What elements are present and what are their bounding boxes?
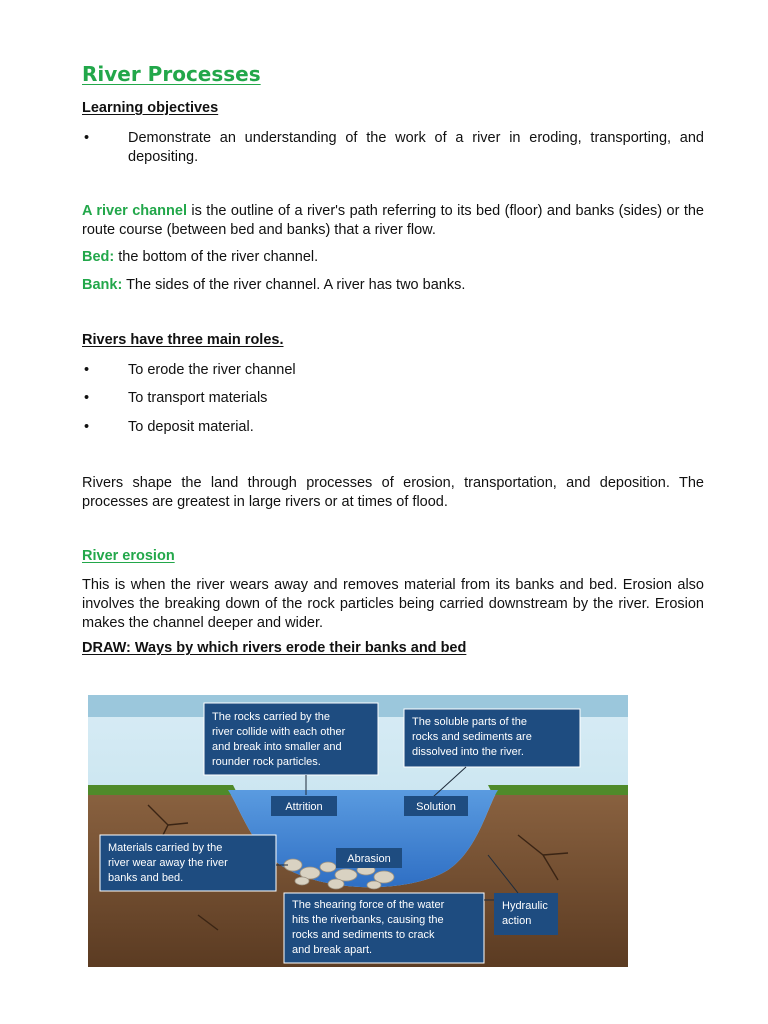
solution-desc-box bbox=[404, 709, 580, 767]
solution-desc-line: dissolved into the river. bbox=[412, 746, 524, 758]
attrition-desc-line: rounder rock particles. bbox=[212, 756, 321, 768]
hydraulic-desc-box bbox=[284, 893, 484, 963]
bullet-icon: • bbox=[84, 362, 90, 378]
bullet-icon: • bbox=[84, 419, 90, 435]
bed-text: the bottom of the river channel. bbox=[114, 249, 319, 265]
hydraulic-label bbox=[494, 893, 558, 935]
role-item bbox=[82, 418, 704, 437]
hydraulic-label-text: Hydraulic bbox=[502, 900, 548, 912]
role-text: To deposit material. bbox=[128, 419, 254, 435]
solution-desc-line: The soluble parts of the bbox=[412, 716, 527, 728]
river-channel-definition bbox=[82, 202, 704, 240]
bed-term: Bed: bbox=[82, 249, 115, 265]
roles-heading: Rivers have three main roles. bbox=[82, 332, 284, 348]
abrasion-desc-line: river wear away the river bbox=[108, 857, 228, 869]
river-channel-term: A river channel bbox=[82, 203, 187, 219]
learning-objectives-heading: Learning objectives bbox=[82, 100, 219, 116]
bank-definition bbox=[82, 276, 704, 295]
attrition-desc-line: and break into smaller and bbox=[212, 741, 342, 753]
attrition-desc-line: river collide with each other bbox=[212, 726, 346, 738]
hydraulic-label-text: action bbox=[502, 915, 532, 927]
hydraulic-desc-line: rocks and sediments to crack bbox=[292, 929, 435, 941]
river-erosion-heading: River erosion bbox=[82, 548, 175, 564]
hydraulic-desc-line: and break apart. bbox=[292, 944, 373, 956]
attrition-label bbox=[271, 796, 337, 816]
bank-text: The sides of the river channel. A river has two banks. bbox=[122, 277, 466, 293]
river-erosion-diagram bbox=[88, 695, 628, 967]
erosion-paragraph: This is when the river wears away and removes material from its banks and bed. Erosion also involves the breaking down of the rock particles being carried downstream by the river. Erosion makes the channel deeper and wider. bbox=[82, 577, 704, 631]
objective-item bbox=[82, 129, 704, 167]
role-item bbox=[82, 361, 704, 380]
solution-label bbox=[404, 796, 468, 816]
attrition-desc-box bbox=[204, 703, 378, 775]
abrasion-desc-line: banks and bed. bbox=[108, 872, 184, 884]
abrasion-desc-box bbox=[100, 835, 276, 891]
attrition-desc-line: The rocks carried by the bbox=[212, 711, 330, 723]
bullet-icon: • bbox=[84, 390, 90, 406]
bed-definition bbox=[82, 248, 704, 267]
abrasion-label-text: Abrasion bbox=[347, 853, 391, 865]
draw-heading: DRAW: Ways by which rivers erode their banks and bed bbox=[82, 640, 467, 656]
role-text: To transport materials bbox=[128, 390, 268, 406]
bank-term: Bank: bbox=[82, 277, 123, 293]
abrasion-label bbox=[336, 848, 402, 868]
right-grass bbox=[488, 785, 628, 795]
hydraulic-desc-line: The shearing force of the water bbox=[292, 899, 445, 911]
bullet-icon: • bbox=[84, 130, 90, 146]
objective-text: Demonstrate an understanding of the work of a river in eroding, transporting, and depositing. bbox=[128, 130, 704, 165]
river-channel-text: is the outline of a river's path referring to its bed (floor) and banks (sides) or the route course (between bed and banks) that a river flow. bbox=[82, 203, 704, 238]
attrition-label-text: Attrition bbox=[285, 801, 323, 813]
role-item bbox=[82, 389, 704, 408]
solution-desc-line: rocks and sediments are bbox=[412, 731, 532, 743]
diagram-svg bbox=[88, 695, 628, 967]
page-title: River Processes bbox=[82, 62, 261, 86]
left-grass bbox=[88, 785, 238, 795]
role-text: To erode the river channel bbox=[128, 362, 296, 378]
hydraulic-desc-line: hits the riverbanks, causing the bbox=[292, 914, 444, 926]
shape-paragraph: Rivers shape the land through processes of erosion, transportation, and deposition. The processes are greatest in large rivers or at times of flood. bbox=[82, 475, 704, 510]
abrasion-desc-line: Materials carried by the bbox=[108, 842, 223, 854]
solution-label-text: Solution bbox=[416, 801, 456, 813]
